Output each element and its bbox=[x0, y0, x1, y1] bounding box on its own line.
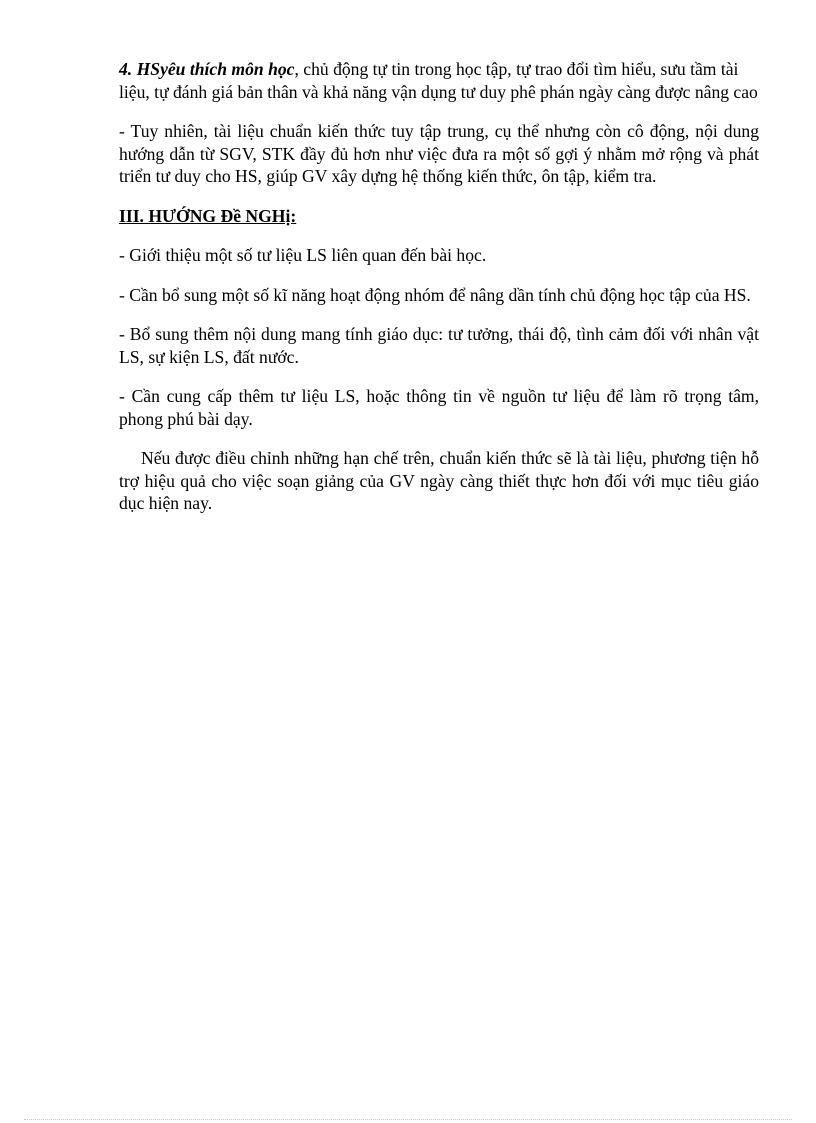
conclusion-paragraph: Nếu được điều chỉnh những hạn chế trên, chuẩn kiến thức sẽ là tài liệu, phương tiện hỗ trợ hiệu quả cho việc soạn giảng của GV ngày càng thiết thực hơn đối với mục tiêu giáo dục hiện nay. bbox=[119, 448, 759, 513]
point-4-paragraph bbox=[119, 58, 759, 103]
page-bottom-rule bbox=[24, 1119, 792, 1120]
point-4-text: , chủ động tự tin trong học tập, tự trao đổi tìm hiểu, sưu tầm tài liệu, tự đánh giá bản thân và khả năng vận dụng tư duy phê phán ngày càng được nâng cao bbox=[119, 59, 758, 102]
recommendation-item: - Giới thiệu một số tư liệu LS liên quan đến bài học. bbox=[119, 245, 487, 265]
document-page bbox=[119, 58, 759, 532]
recommendation-item: - Cần cung cấp thêm tư liệu LS, hoặc thông tin về nguồn tư liệu để làm rõ trọng tâm, phong phú bài dạy. bbox=[119, 386, 759, 429]
point-4-lead: 4. HSyêu thích môn học bbox=[119, 59, 295, 79]
recommendation-item: - Bổ sung thêm nội dung mang tính giáo dục: tư tưởng, thái độ, tình cảm đối với nhân vật LS, sự kiện LS, đất nước. bbox=[119, 324, 759, 367]
note-paragraph: - Tuy nhiên, tài liệu chuẩn kiến thức tuy tập trung, cụ thể nhưng còn cô động, nội dung hướng dẫn từ SGV, STK đầy đủ hơn như việc đưa ra một số gợi ý nhằm mở rộng và phát triển tư duy cho HS, giúp GV xây dựng hệ thống kiến thức, ôn tập, kiểm tra. bbox=[119, 121, 759, 186]
recommendation-item: - Cần bổ sung một số kĩ năng hoạt động nhóm để nâng dần tính chủ động học tập của HS. bbox=[119, 284, 751, 305]
section-heading: III. HƯỚNG Đề NGHị: bbox=[119, 205, 297, 226]
